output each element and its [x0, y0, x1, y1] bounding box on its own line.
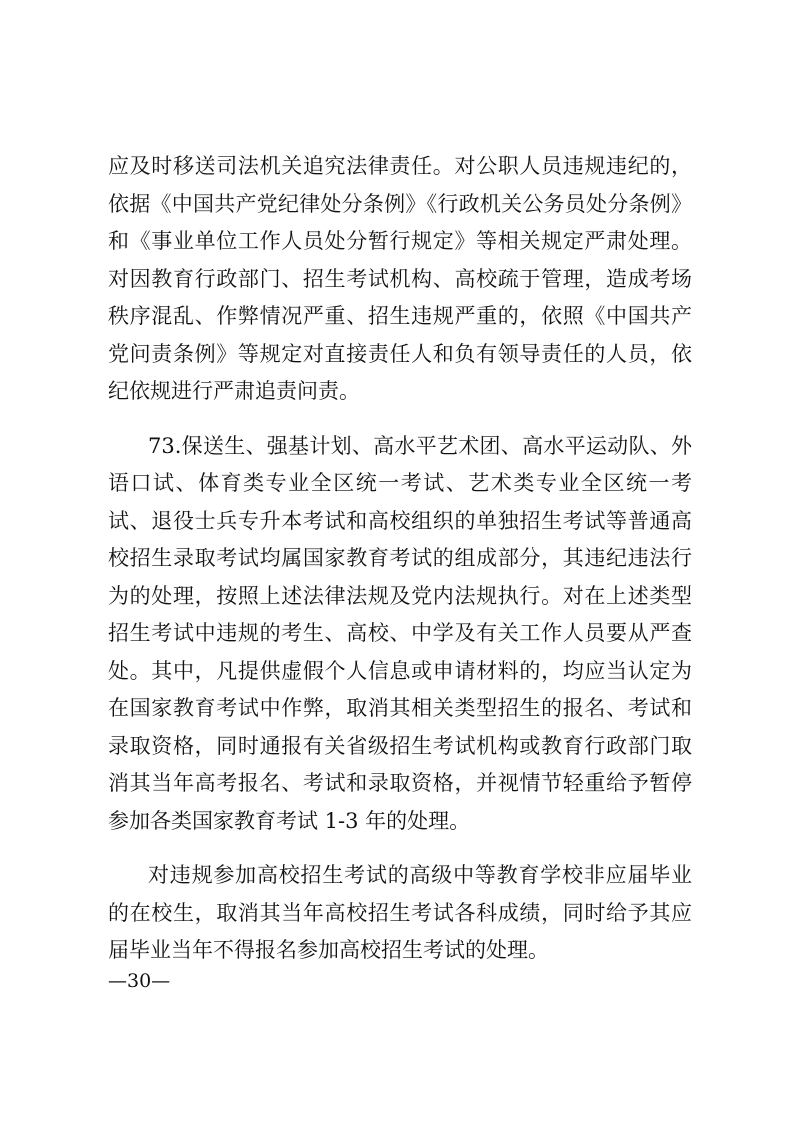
paragraph-gap [108, 411, 692, 428]
text-line: 在国家教育考试中作弊，取消其相关类型招生的报名、考试和 [108, 696, 692, 720]
document-body [108, 148, 692, 970]
text-line: 录取资格，同时通报有关省级招生考试机构或教育行政部门取 [108, 733, 692, 758]
text-line: 试、退役士兵专升本考试和高校组织的单独招生考试等普通高 [108, 508, 692, 533]
text-line: 届毕业当年不得报名参加高校招生考试的处理。 [108, 938, 549, 962]
paragraph-3 [108, 857, 692, 970]
text-line: 纪依规进行严肃追责问责。 [108, 379, 360, 403]
paragraph-1 [108, 148, 692, 411]
paragraph-2 [108, 428, 692, 841]
text-line: 对违规参加高校招生考试的高级中等教育学校非应届毕业 [148, 863, 692, 887]
text-line: 消其当年高考报名、考试和录取资格，并视情节轻重给予暂停 [108, 771, 692, 795]
text-line: 处。其中，凡提供虚假个人信息或申请材料的，均应当认定为 [108, 658, 692, 683]
text-line: 为的处理，按照上述法律法规及党内法规执行。对在上述类型 [108, 583, 692, 608]
page-number: —30— [108, 970, 171, 992]
text-line: 对因教育行政部门、招生考试机构、高校疏于管理，造成考场 [108, 266, 692, 291]
text-line: 应及时移送司法机关追究法律责任。对公职人员违规违纪的， [108, 154, 692, 178]
text-line: 招生考试中违规的考生、高校、中学及有关工作人员要从严查 [108, 621, 692, 645]
text-line: 校招生录取考试均属国家教育考试的组成部分，其违纪违法行 [108, 546, 692, 570]
text-line: 秩序混乱、作弊情况严重、招生违规严重的，依照《中国共产 [108, 304, 692, 328]
text-line: 参加各类国家教育考试 1-3 年的处理。 [108, 808, 471, 833]
text-line: 语口试、体育类专业全区统一考试、艺术类专业全区统一考 [108, 471, 692, 495]
text-line: 和《事业单位工作人员处分暂行规定》等相关规定严肃处理。 [108, 229, 692, 253]
paragraph-gap [108, 840, 692, 857]
text-line: 党问责条例》等规定对直接责任人和负有领导责任的人员，依 [108, 341, 692, 366]
text-line: 的在校生，取消其当年高校招生考试各科成绩，同时给予其应 [108, 900, 692, 925]
text-line: 73.保送生、强基计划、高水平艺术团、高水平运动队、外 [148, 433, 692, 458]
text-line: 依据《中国共产党纪律处分条例》《行政机关公务员处分条例》 [108, 191, 692, 216]
